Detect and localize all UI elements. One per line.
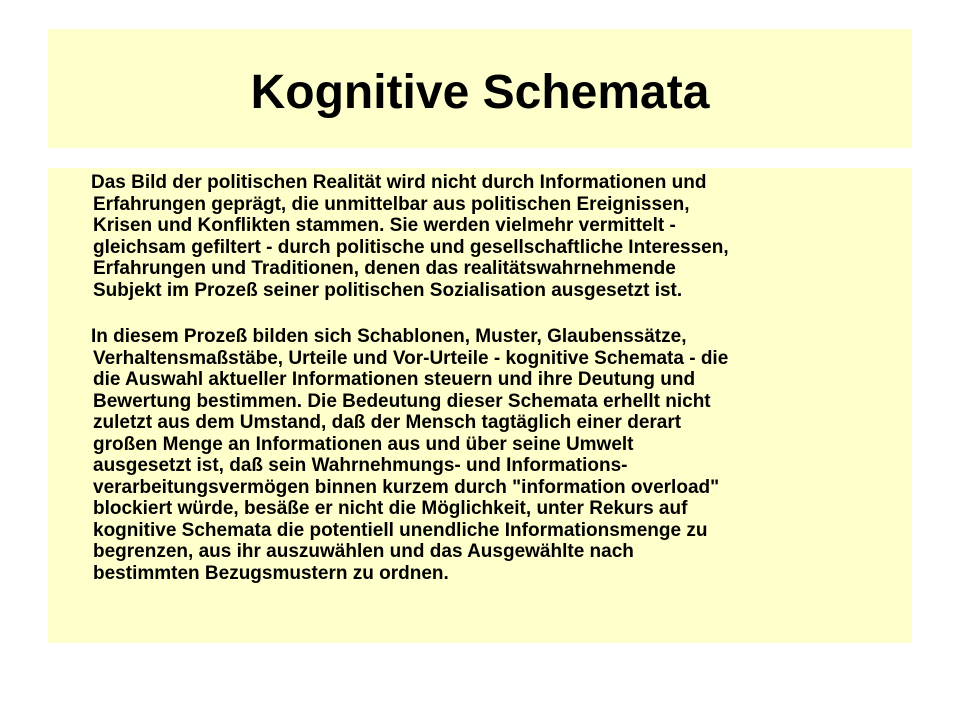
paragraph-1: Das Bild der politischen Realität wird nicht durch Informationen und Erfahrungen geprägt, die unmittelbar aus politischen Ereignissen, Krisen und Konflikten stammen. Sie werden vielmehr vermittelt - gleichsam gefiltert - durch politische und gesellschaftliche Interessen, Erfahrungen und Traditionen, denen das realitätswahrnehmende Subjekt im Prozeß seiner politischen Sozialisation ausgesetzt ist. (91, 172, 729, 301)
title-box (48, 29, 912, 148)
body-text (93, 172, 883, 584)
slide-title: Kognitive Schemata (250, 65, 710, 119)
paragraph-2: In diesem Prozeß bilden sich Schablonen, Muster, Glaubenssätze, Verhaltensmaßstäbe, Urteile und Vor-Urteile - kognitive Schemata - die die Auswahl aktueller Informationen steuern und ihre Deutung und Bewertung bestimmen. Die Bedeutung dieser Schemata erhellt nicht zuletzt aus dem Umstand, daß der Mensch tagtäglich einer derart großen Menge an Informationen aus und über seine Umwelt ausgesetzt ist, daß sein Wahrnehmungs- und Informations- verarbeitungsvermögen binnen kurzem durch "information overload" blockiert würde, besäße er nicht die Möglichkeit, unter Rekurs auf kognitive Schemata die potentiell unendliche Informationsmenge zu begrenzen, aus ihr auszuwählen und das Ausgewählte nach bestimmten Bezugsmustern zu ordnen. (91, 326, 729, 584)
